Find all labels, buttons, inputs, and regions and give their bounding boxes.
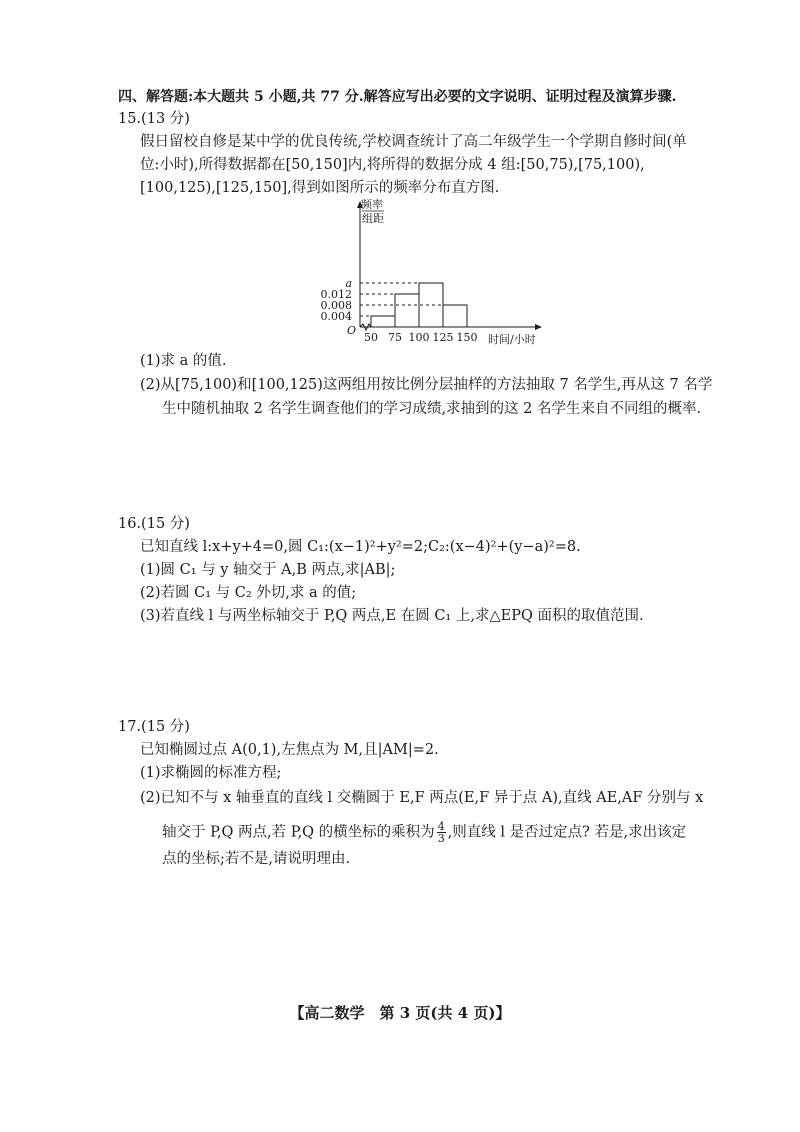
x-tick-label: 75 [388,331,402,344]
q17-part2-line2 [162,821,686,844]
q17-part2-line2-pre: 轴交于 P,Q 两点,若 P,Q 的横坐标的乘积为 [162,824,435,841]
q16-part3: (3)若直线 l 与两坐标轴交于 P,Q 两点,E 在圆 C₁ 上,求△EPQ 面积的取值范围. [140,608,644,624]
fraction-numerator: 4 [437,820,445,833]
histogram-bar [443,305,467,327]
origin-label: O [347,324,357,337]
q16-part1: (1)圆 C₁ 与 y 轴交于 A,B 两点,求|AB|; [140,562,396,578]
q15-number: 15.(13 分) [118,111,190,127]
q17-stem: 已知椭圆过点 A(0,1),左焦点为 M,且|AM|=2. [140,742,439,758]
x-tick-label: 50 [364,331,378,344]
y-label-numerator: 频率 [361,198,383,211]
q15-part1: (1)求 a 的值. [140,353,227,369]
y-tick-label: 0.012 [320,288,352,301]
x-tick-label: 150 [456,331,478,344]
page-footer: 【高二数学 第 3 页(共 4 页)】 [289,1004,511,1022]
x-axis-label: 时间/小时 [488,333,536,346]
y-tick-label: a [345,277,352,290]
x-tick-label: 125 [432,331,454,344]
q16-stem: 已知直线 l:x+y+4=0,圆 C₁:(x−1)²+y²=2;C₂:(x−4)²+(y−a)²=8. [140,539,581,555]
x-tick-label: 100 [408,331,430,344]
x-axis-arrow [535,324,542,330]
q15-part2-line1: (2)从[75,100)和[100,125)这两组用按比例分层抽样的方法抽取 7 名学生,再从这 7 名学 [140,377,713,393]
fraction [437,821,446,844]
q17-part2-line1: (2)已知不与 x 轴垂直的直线 l 交椭圆于 E,F 两点(E,F 异于点 A),直线 AE,AF 分别与 x [140,790,704,806]
q17-number: 17.(15 分) [118,719,190,735]
y-tick-label: 0.004 [320,310,352,323]
q16-number: 16.(15 分) [118,516,190,532]
histogram-bar [395,294,419,327]
fraction-denominator: 3 [437,832,445,845]
q15-stem-line3: [100,125),[125,150],得到如图所示的频率分布直方图. [140,180,500,196]
q15-part2-line2: 生中随机抽取 2 名学生调查他们的学习成绩,求抽到的这 2 名学生来自不同组的概率. [162,401,702,417]
y-tick-label: 0.008 [320,299,352,312]
q15-stem-line2: 位:小时),所得数据都在[50,150]内,将所得的数据分成 4 组:[50,75),[75,100), [140,157,645,173]
histogram-bar [371,316,395,327]
q17-part1: (1)求椭圆的标准方程; [140,765,282,781]
y-label-denominator: 组距 [362,212,384,225]
q17-part2-line3: 点的坐标;若不是,请说明理由. [162,851,351,867]
q17-part2-line2-post: ,则直线 l 是否过定点? 若是,求出该定 [447,824,687,841]
frequency-histogram [320,197,565,347]
q16-part2: (2)若圆 C₁ 与 C₂ 外切,求 a 的值; [140,585,357,601]
q15-stem-line1: 假日留校自修是某中学的优良传统,学校调查统计了高二年级学生一个学期自修时间(单 [140,134,687,150]
section-heading: 四、解答题:本大题共 5 小题,共 77 分.解答应写出必要的文字说明、证明过程及演算步骤. [118,89,677,105]
